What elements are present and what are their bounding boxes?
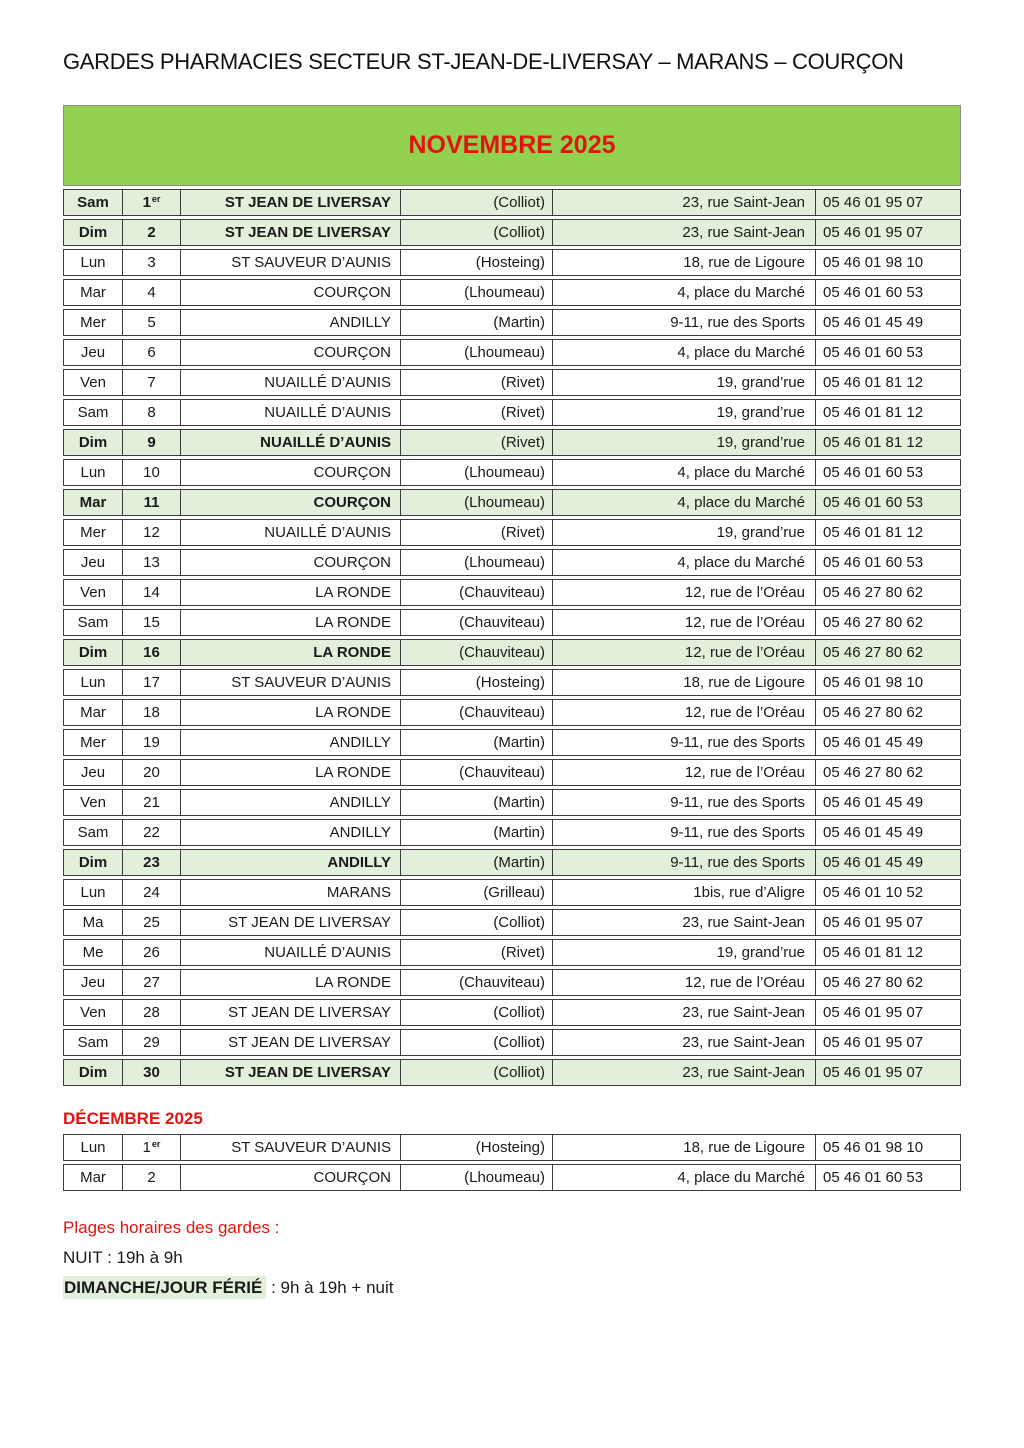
table-row bbox=[63, 639, 961, 666]
cell-pharmacist: (Chauviteau) bbox=[400, 580, 552, 605]
cell-name: ANDILLY bbox=[180, 820, 400, 845]
cell-name: COURÇON bbox=[180, 280, 400, 305]
cell-name: COURÇON bbox=[180, 1165, 400, 1190]
cell-pharmacist: (Lhoumeau) bbox=[400, 340, 552, 365]
cell-name: ST JEAN DE LIVERSAY bbox=[180, 1030, 400, 1055]
cell-pharmacist: (Martin) bbox=[400, 820, 552, 845]
cell-address: 18, rue de Ligoure bbox=[552, 250, 815, 275]
cell-pharmacist: (Rivet) bbox=[400, 520, 552, 545]
cell-phone: 05 46 01 60 53 bbox=[815, 340, 960, 365]
november-banner bbox=[63, 105, 961, 186]
cell-day: Mer bbox=[80, 734, 106, 751]
cell-address: 9-11, rue des Sports bbox=[552, 310, 815, 335]
table-row bbox=[63, 759, 961, 786]
cell-phone: 05 46 01 60 53 bbox=[815, 280, 960, 305]
table-row bbox=[63, 1029, 961, 1056]
cell-address: 23, rue Saint-Jean bbox=[552, 1060, 815, 1085]
cell-date: 20 bbox=[122, 760, 180, 785]
cell-date: 9 bbox=[122, 430, 180, 455]
cell-pharmacist: (Lhoumeau) bbox=[400, 460, 552, 485]
table-row bbox=[63, 669, 961, 696]
cell-name: ST JEAN DE LIVERSAY bbox=[180, 190, 400, 215]
cell-phone: 05 46 27 80 62 bbox=[815, 700, 960, 725]
cell-pharmacist: (Lhoumeau) bbox=[400, 280, 552, 305]
cell-address: 19, grand’rue bbox=[552, 940, 815, 965]
cell-phone: 05 46 27 80 62 bbox=[815, 970, 960, 995]
cell-pharmacist: (Martin) bbox=[400, 310, 552, 335]
table-row bbox=[63, 309, 961, 336]
cell-date: 14 bbox=[122, 580, 180, 605]
cell-address: 4, place du Marché bbox=[552, 340, 815, 365]
cell-date: 16 bbox=[122, 640, 180, 665]
cell-address: 23, rue Saint-Jean bbox=[552, 190, 815, 215]
cell-address: 4, place du Marché bbox=[552, 280, 815, 305]
table-row bbox=[63, 1134, 961, 1161]
table-row bbox=[63, 729, 961, 756]
cell-address: 4, place du Marché bbox=[552, 1165, 815, 1190]
cell-pharmacist: (Lhoumeau) bbox=[400, 550, 552, 575]
table-row bbox=[63, 279, 961, 306]
cell-pharmacist: (Hosteing) bbox=[400, 670, 552, 695]
table-row bbox=[63, 249, 961, 276]
cell-address: 23, rue Saint-Jean bbox=[552, 1030, 815, 1055]
cell-pharmacist: (Rivet) bbox=[400, 940, 552, 965]
cell-name: NUAILLÉ D’AUNIS bbox=[180, 370, 400, 395]
table-row bbox=[63, 399, 961, 426]
cell-pharmacist: (Colliot) bbox=[400, 220, 552, 245]
cell-date: 1 er bbox=[122, 1135, 180, 1160]
cell-day: Me bbox=[82, 944, 104, 961]
cell-name: ANDILLY bbox=[180, 790, 400, 815]
december-heading: DÉCEMBRE 2025 bbox=[63, 1109, 203, 1128]
cell-date: 22 bbox=[122, 820, 180, 845]
cell-name: ANDILLY bbox=[180, 310, 400, 335]
cell-pharmacist: (Hosteing) bbox=[400, 1135, 552, 1160]
cell-phone: 05 46 01 95 07 bbox=[815, 1000, 960, 1025]
cell-date: 23 bbox=[122, 850, 180, 875]
cell-date: 29 bbox=[122, 1030, 180, 1055]
cell-phone: 05 46 01 81 12 bbox=[815, 370, 960, 395]
cell-pharmacist: (Martin) bbox=[400, 790, 552, 815]
cell-name: NUAILLÉ D’AUNIS bbox=[180, 940, 400, 965]
cell-pharmacist: (Chauviteau) bbox=[400, 760, 552, 785]
cell-phone: 05 46 01 45 49 bbox=[815, 820, 960, 845]
cell-name: ANDILLY bbox=[180, 850, 400, 875]
cell-phone: 05 46 01 81 12 bbox=[815, 430, 960, 455]
cell-address: 4, place du Marché bbox=[552, 490, 815, 515]
cell-pharmacist: (Grilleau) bbox=[400, 880, 552, 905]
sunday-holiday-hours: : 9h à 19h + nuit bbox=[266, 1277, 394, 1297]
cell-address: 4, place du Marché bbox=[552, 460, 815, 485]
table-row bbox=[63, 489, 961, 516]
cell-date: 19 bbox=[122, 730, 180, 755]
cell-phone: 05 46 01 95 07 bbox=[815, 910, 960, 935]
cell-name: ST SAUVEUR D’AUNIS bbox=[180, 670, 400, 695]
cell-date: 26 bbox=[122, 940, 180, 965]
cell-day: Jeu bbox=[80, 344, 106, 361]
cell-date: 15 bbox=[122, 610, 180, 635]
table-row bbox=[63, 819, 961, 846]
cell-name: ST JEAN DE LIVERSAY bbox=[180, 910, 400, 935]
cell-day: Lun bbox=[80, 1139, 106, 1156]
cell-phone: 05 46 01 60 53 bbox=[815, 460, 960, 485]
cell-address: 12, rue de l’Oréau bbox=[552, 610, 815, 635]
cell-pharmacist: (Colliot) bbox=[400, 1030, 552, 1055]
cell-day: Ven bbox=[80, 374, 106, 391]
cell-date: 25 bbox=[122, 910, 180, 935]
cell-day: Mer bbox=[80, 524, 106, 541]
table-row bbox=[63, 1164, 961, 1191]
table-row bbox=[63, 969, 961, 996]
cell-day: Mar bbox=[80, 704, 106, 721]
table-row bbox=[63, 849, 961, 876]
cell-phone: 05 46 27 80 62 bbox=[815, 610, 960, 635]
cell-date: 1 er bbox=[122, 190, 180, 215]
cell-day: Ven bbox=[80, 1004, 106, 1021]
cell-day: Dim bbox=[78, 854, 108, 871]
cell-phone: 05 46 01 45 49 bbox=[815, 730, 960, 755]
cell-day: Dim bbox=[78, 434, 108, 451]
cell-name: COURÇON bbox=[180, 340, 400, 365]
cell-name: LA RONDE bbox=[180, 610, 400, 635]
table-row bbox=[63, 999, 961, 1026]
cell-address: 12, rue de l’Oréau bbox=[552, 970, 815, 995]
cell-day: Jeu bbox=[80, 974, 106, 991]
cell-address: 9-11, rue des Sports bbox=[552, 730, 815, 755]
footer-heading: Plages horaires des gardes : bbox=[63, 1218, 280, 1237]
cell-address: 12, rue de l’Oréau bbox=[552, 640, 815, 665]
cell-day: Jeu bbox=[80, 554, 106, 571]
cell-day: Sam bbox=[77, 194, 109, 211]
cell-pharmacist: (Chauviteau) bbox=[400, 700, 552, 725]
sunday-hours-line bbox=[63, 1277, 961, 1300]
cell-date: 28 bbox=[122, 1000, 180, 1025]
cell-pharmacist: (Colliot) bbox=[400, 1000, 552, 1025]
cell-day: Mar bbox=[80, 1169, 106, 1186]
table-row bbox=[63, 219, 961, 246]
cell-date: 2 bbox=[122, 220, 180, 245]
cell-pharmacist: (Colliot) bbox=[400, 190, 552, 215]
cell-day: Lun bbox=[80, 884, 106, 901]
cell-name: ST JEAN DE LIVERSAY bbox=[180, 1060, 400, 1085]
cell-phone: 05 46 01 98 10 bbox=[815, 1135, 960, 1160]
table-row bbox=[63, 339, 961, 366]
november-schedule-table bbox=[63, 189, 961, 1086]
table-row bbox=[63, 549, 961, 576]
cell-name: MARANS bbox=[180, 880, 400, 905]
cell-pharmacist: (Rivet) bbox=[400, 400, 552, 425]
cell-pharmacist: (Colliot) bbox=[400, 910, 552, 935]
cell-address: 19, grand’rue bbox=[552, 430, 815, 455]
table-row bbox=[63, 369, 961, 396]
cell-phone: 05 46 01 95 07 bbox=[815, 1060, 960, 1085]
cell-address: 1bis, rue d’Aligre bbox=[552, 880, 815, 905]
cell-phone: 05 46 01 98 10 bbox=[815, 250, 960, 275]
cell-phone: 05 46 01 81 12 bbox=[815, 400, 960, 425]
cell-name: ST SAUVEUR D’AUNIS bbox=[180, 250, 400, 275]
table-row bbox=[63, 519, 961, 546]
cell-pharmacist: (Martin) bbox=[400, 730, 552, 755]
cell-pharmacist: (Martin) bbox=[400, 850, 552, 875]
page-title: GARDES PHARMACIES SECTEUR ST-JEAN-DE-LIVERSAY – MARANS – COURÇON bbox=[63, 49, 904, 74]
cell-address: 23, rue Saint-Jean bbox=[552, 1000, 815, 1025]
cell-name: NUAILLÉ D’AUNIS bbox=[180, 520, 400, 545]
cell-address: 19, grand’rue bbox=[552, 370, 815, 395]
cell-date: 27 bbox=[122, 970, 180, 995]
cell-day: Dim bbox=[78, 644, 108, 661]
cell-phone: 05 46 01 45 49 bbox=[815, 310, 960, 335]
cell-pharmacist: (Rivet) bbox=[400, 430, 552, 455]
cell-day: Lun bbox=[80, 254, 106, 271]
cell-pharmacist: (Hosteing) bbox=[400, 250, 552, 275]
cell-date: 3 bbox=[122, 250, 180, 275]
cell-phone: 05 46 01 81 12 bbox=[815, 520, 960, 545]
cell-name: ST SAUVEUR D’AUNIS bbox=[180, 1135, 400, 1160]
cell-address: 18, rue de Ligoure bbox=[552, 1135, 815, 1160]
table-row bbox=[63, 879, 961, 906]
cell-phone: 05 46 01 60 53 bbox=[815, 490, 960, 515]
cell-name: ANDILLY bbox=[180, 730, 400, 755]
cell-phone: 05 46 01 45 49 bbox=[815, 790, 960, 815]
cell-day: Lun bbox=[80, 674, 106, 691]
table-row bbox=[63, 189, 961, 216]
footer-notes bbox=[63, 1217, 961, 1300]
table-row bbox=[63, 939, 961, 966]
cell-date: 2 bbox=[122, 1165, 180, 1190]
november-heading: NOVEMBRE 2025 bbox=[408, 131, 616, 159]
cell-pharmacist: (Chauviteau) bbox=[400, 970, 552, 995]
cell-name: ST JEAN DE LIVERSAY bbox=[180, 220, 400, 245]
cell-phone: 05 46 01 45 49 bbox=[815, 850, 960, 875]
cell-pharmacist: (Colliot) bbox=[400, 1060, 552, 1085]
cell-address: 9-11, rue des Sports bbox=[552, 790, 815, 815]
cell-pharmacist: (Lhoumeau) bbox=[400, 490, 552, 515]
table-row bbox=[63, 699, 961, 726]
sunday-holiday-label: DIMANCHE/JOUR FÉRIÉ bbox=[63, 1276, 266, 1299]
cell-date: 17 bbox=[122, 670, 180, 695]
cell-day: Lun bbox=[80, 464, 106, 481]
cell-name: COURÇON bbox=[180, 460, 400, 485]
cell-address: 9-11, rue des Sports bbox=[552, 850, 815, 875]
cell-phone: 05 46 01 60 53 bbox=[815, 1165, 960, 1190]
table-row bbox=[63, 459, 961, 486]
cell-name: LA RONDE bbox=[180, 760, 400, 785]
cell-day: Sam bbox=[77, 614, 109, 631]
cell-phone: 05 46 01 10 52 bbox=[815, 880, 960, 905]
cell-phone: 05 46 01 95 07 bbox=[815, 1030, 960, 1055]
cell-day: Mar bbox=[80, 284, 106, 301]
cell-day: Dim bbox=[78, 1064, 108, 1081]
cell-name: LA RONDE bbox=[180, 580, 400, 605]
table-row bbox=[63, 789, 961, 816]
december-schedule-table bbox=[63, 1134, 961, 1191]
cell-date: 13 bbox=[122, 550, 180, 575]
table-row bbox=[63, 579, 961, 606]
cell-phone: 05 46 27 80 62 bbox=[815, 640, 960, 665]
cell-name: COURÇON bbox=[180, 550, 400, 575]
cell-phone: 05 46 01 60 53 bbox=[815, 550, 960, 575]
cell-date: 30 bbox=[122, 1060, 180, 1085]
cell-day: Jeu bbox=[80, 764, 106, 781]
table-row bbox=[63, 429, 961, 456]
cell-phone: 05 46 27 80 62 bbox=[815, 760, 960, 785]
cell-phone: 05 46 01 81 12 bbox=[815, 940, 960, 965]
cell-date: 7 bbox=[122, 370, 180, 395]
cell-day: Ven bbox=[80, 584, 106, 601]
cell-name: NUAILLÉ D’AUNIS bbox=[180, 430, 400, 455]
page-content bbox=[63, 0, 961, 1307]
cell-address: 23, rue Saint-Jean bbox=[552, 220, 815, 245]
cell-date: 21 bbox=[122, 790, 180, 815]
table-row bbox=[63, 909, 961, 936]
cell-date: 11 bbox=[122, 490, 180, 515]
cell-name: NUAILLÉ D’AUNIS bbox=[180, 400, 400, 425]
cell-address: 12, rue de l’Oréau bbox=[552, 580, 815, 605]
cell-address: 19, grand’rue bbox=[552, 520, 815, 545]
cell-address: 19, grand’rue bbox=[552, 400, 815, 425]
cell-date: 24 bbox=[122, 880, 180, 905]
cell-day: Sam bbox=[77, 824, 109, 841]
table-row bbox=[63, 1059, 961, 1086]
cell-address: 23, rue Saint-Jean bbox=[552, 910, 815, 935]
cell-date: 5 bbox=[122, 310, 180, 335]
cell-date: 12 bbox=[122, 520, 180, 545]
cell-name: ST JEAN DE LIVERSAY bbox=[180, 1000, 400, 1025]
cell-day: Mer bbox=[80, 314, 106, 331]
cell-pharmacist: (Rivet) bbox=[400, 370, 552, 395]
cell-date: 18 bbox=[122, 700, 180, 725]
cell-day: Ma bbox=[82, 914, 104, 931]
cell-phone: 05 46 27 80 62 bbox=[815, 580, 960, 605]
cell-pharmacist: (Lhoumeau) bbox=[400, 1165, 552, 1190]
cell-pharmacist: (Chauviteau) bbox=[400, 640, 552, 665]
cell-day: Ven bbox=[80, 794, 106, 811]
cell-day: Sam bbox=[77, 1034, 109, 1051]
table-row bbox=[63, 609, 961, 636]
cell-date: 6 bbox=[122, 340, 180, 365]
cell-date: 10 bbox=[122, 460, 180, 485]
cell-name: LA RONDE bbox=[180, 700, 400, 725]
cell-name: LA RONDE bbox=[180, 640, 400, 665]
cell-phone: 05 46 01 95 07 bbox=[815, 220, 960, 245]
cell-pharmacist: (Chauviteau) bbox=[400, 610, 552, 635]
cell-phone: 05 46 01 98 10 bbox=[815, 670, 960, 695]
cell-day: Sam bbox=[77, 404, 109, 421]
cell-date: 8 bbox=[122, 400, 180, 425]
cell-day: Dim bbox=[78, 224, 108, 241]
cell-address: 18, rue de Ligoure bbox=[552, 670, 815, 695]
night-hours-line: NUIT : 19h à 9h bbox=[63, 1247, 183, 1267]
cell-address: 9-11, rue des Sports bbox=[552, 820, 815, 845]
cell-address: 12, rue de l’Oréau bbox=[552, 700, 815, 725]
cell-address: 4, place du Marché bbox=[552, 550, 815, 575]
cell-name: LA RONDE bbox=[180, 970, 400, 995]
cell-day: Mar bbox=[79, 494, 107, 511]
cell-name: COURÇON bbox=[180, 490, 400, 515]
cell-phone: 05 46 01 95 07 bbox=[815, 190, 960, 215]
cell-date: 4 bbox=[122, 280, 180, 305]
cell-address: 12, rue de l’Oréau bbox=[552, 760, 815, 785]
